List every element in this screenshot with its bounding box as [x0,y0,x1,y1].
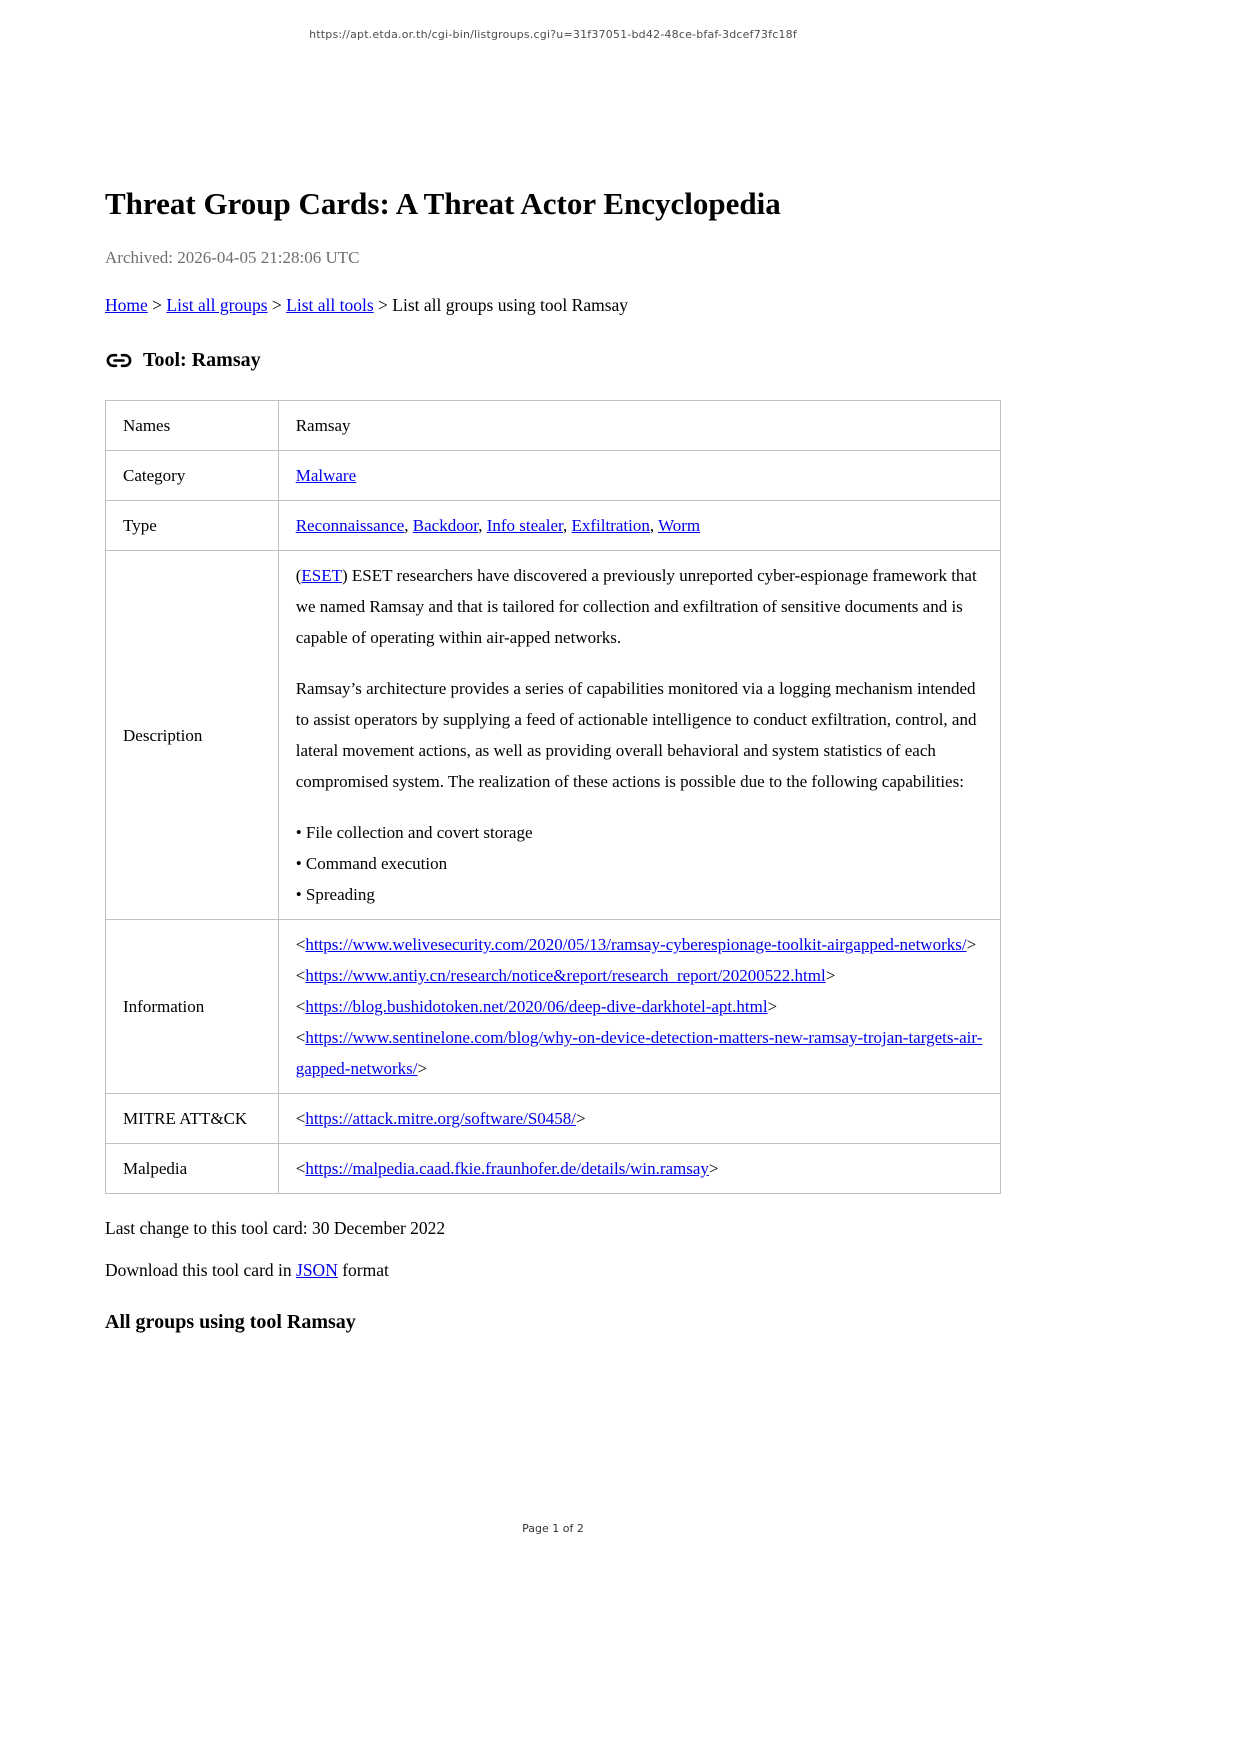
breadcrumb-separator: > [373,295,393,315]
description-bullet: • Spreading [295,885,375,904]
description-bullet: • File collection and covert storage [295,823,533,842]
angle-bracket-open: < [295,966,306,985]
page-content [105,0,1001,1334]
download-note-suffix: format [337,1260,389,1280]
table-row-description [106,551,1001,920]
information-link-line [296,991,985,1022]
information-value [278,920,1000,1094]
breadcrumb [105,295,1001,316]
type-separator: , [404,516,413,535]
angle-bracket-open: < [295,997,306,1016]
description-value [278,551,1000,920]
description-paragraph-2: Ramsay’s architecture provides a series of capabilities monitored via a logging mechanism intended to assist operators by supplying a feed of actionable intelligence to conduct exfiltration, control, and lateral movement actions, as well as providing overall behavioral and system statistics of each compromised system. The realization of these actions is possible due to the following capabilities: [295,679,977,791]
angle-bracket-open: < [295,1109,306,1128]
mitre-attack-link[interactable]: https://attack.mitre.org/software/S0458/ [305,1109,577,1128]
eset-link[interactable]: ESET [301,566,342,585]
information-link-line [296,929,985,960]
table-row-category [106,451,1001,501]
table-row-type [106,501,1001,551]
description-label: Description [106,551,279,920]
archived-timestamp: Archived: 2026-04-05 21:28:06 UTC [105,248,360,267]
type-link-worm[interactable]: Worm [658,516,701,535]
category-value [278,451,1000,501]
angle-bracket-close: > [767,997,778,1016]
table-row-information [106,920,1001,1094]
angle-bracket-close: > [966,935,977,954]
angle-bracket-open: < [295,1159,306,1178]
information-link-welivesecurity[interactable]: https://www.welivesecurity.com/2020/05/13/ramsay-cyberespionage-toolkit-airgapped-networks/ [305,935,967,954]
groups-heading: All groups using tool Ramsay [105,1311,356,1333]
angle-bracket-close: > [417,1059,428,1078]
information-link-sentinelone[interactable]: https://www.sentinelone.com/blog/why-on-device-detection-matters-new-ramsay-trojan-targets-air-gapped-networks/ [295,1028,983,1078]
angle-bracket-close: > [708,1159,719,1178]
last-change-note: Last change to this tool card: 30 December 2022 [105,1218,446,1238]
table-row-names [106,401,1001,451]
type-link-reconnaissance[interactable]: Reconnaissance [295,516,405,535]
breadcrumb-list-all-tools-link[interactable]: List all tools [286,295,374,315]
type-separator: , [649,516,659,535]
description-bullet: • Command execution [295,854,448,873]
page-title: Threat Group Cards: A Threat Actor Encyclopedia [105,186,781,221]
category-malware-link[interactable]: Malware [295,466,357,485]
breadcrumb-separator: > [147,295,167,315]
category-label: Category [106,451,279,501]
download-note-prefix: Download this tool card in [105,1260,297,1280]
angle-bracket-open: < [295,935,306,954]
table-row-mitre [106,1094,1001,1144]
download-note [105,1260,1001,1281]
breadcrumb-list-all-groups-link[interactable]: List all groups [166,295,268,315]
print-footer-page-number: Page 1 of 2 [522,1522,584,1535]
type-separator: , [478,516,487,535]
tool-card-table [105,400,1001,1194]
angle-bracket-close: > [576,1109,586,1128]
mitre-value [278,1094,1000,1144]
table-row-malpedia [106,1144,1001,1194]
tool-heading [105,349,1001,372]
type-link-exfiltration[interactable]: Exfiltration [571,516,650,535]
breadcrumb-current: List all groups using tool Ramsay [392,295,629,315]
breadcrumb-home-link[interactable]: Home [105,295,148,315]
names-value: Ramsay [278,401,1000,451]
angle-bracket-open: < [295,1028,306,1047]
information-link-antiy[interactable]: https://www.antiy.cn/research/notice&report/research_report/20200522.html [305,966,826,985]
information-link-bushidotoken[interactable]: https://blog.bushidotoken.net/2020/06/deep-dive-darkhotel-apt.html [305,997,768,1016]
type-label: Type [106,501,279,551]
mitre-label: MITRE ATT&CK [106,1094,279,1144]
type-link-backdoor[interactable]: Backdoor [412,516,479,535]
json-download-link[interactable]: JSON [296,1260,338,1280]
information-link-line [296,1022,985,1084]
print-header-url: https://apt.etda.or.th/cgi-bin/listgroups.cgi?u=31f37051-bd42-48ce-bfaf-3dcef73fc18f [309,28,797,41]
malpedia-link[interactable]: https://malpedia.caad.fkie.fraunhofer.de/details/win.ramsay [305,1159,709,1178]
information-label: Information [106,920,279,1094]
names-label: Names [106,401,279,451]
type-link-info-stealer[interactable]: Info stealer [486,516,563,535]
malpedia-value [278,1144,1000,1194]
angle-bracket-close: > [825,966,836,985]
breadcrumb-separator: > [267,295,287,315]
malpedia-label: Malpedia [106,1144,279,1194]
description-paragraph-1 [296,560,985,653]
paren-open: ( [295,566,302,585]
type-value [278,501,1000,551]
information-link-line [296,960,985,991]
type-separator: , [562,516,572,535]
tool-heading-label: Tool: Ramsay [143,349,261,371]
description-paragraph-1-text: ) ESET researchers have discovered a previously unreported cyber-espionage framework that we named Ramsay and that is tailored for collection and exfiltration of sensitive documents and is capable of operating within air-apped networks. [295,566,977,647]
link-icon[interactable] [105,352,133,369]
